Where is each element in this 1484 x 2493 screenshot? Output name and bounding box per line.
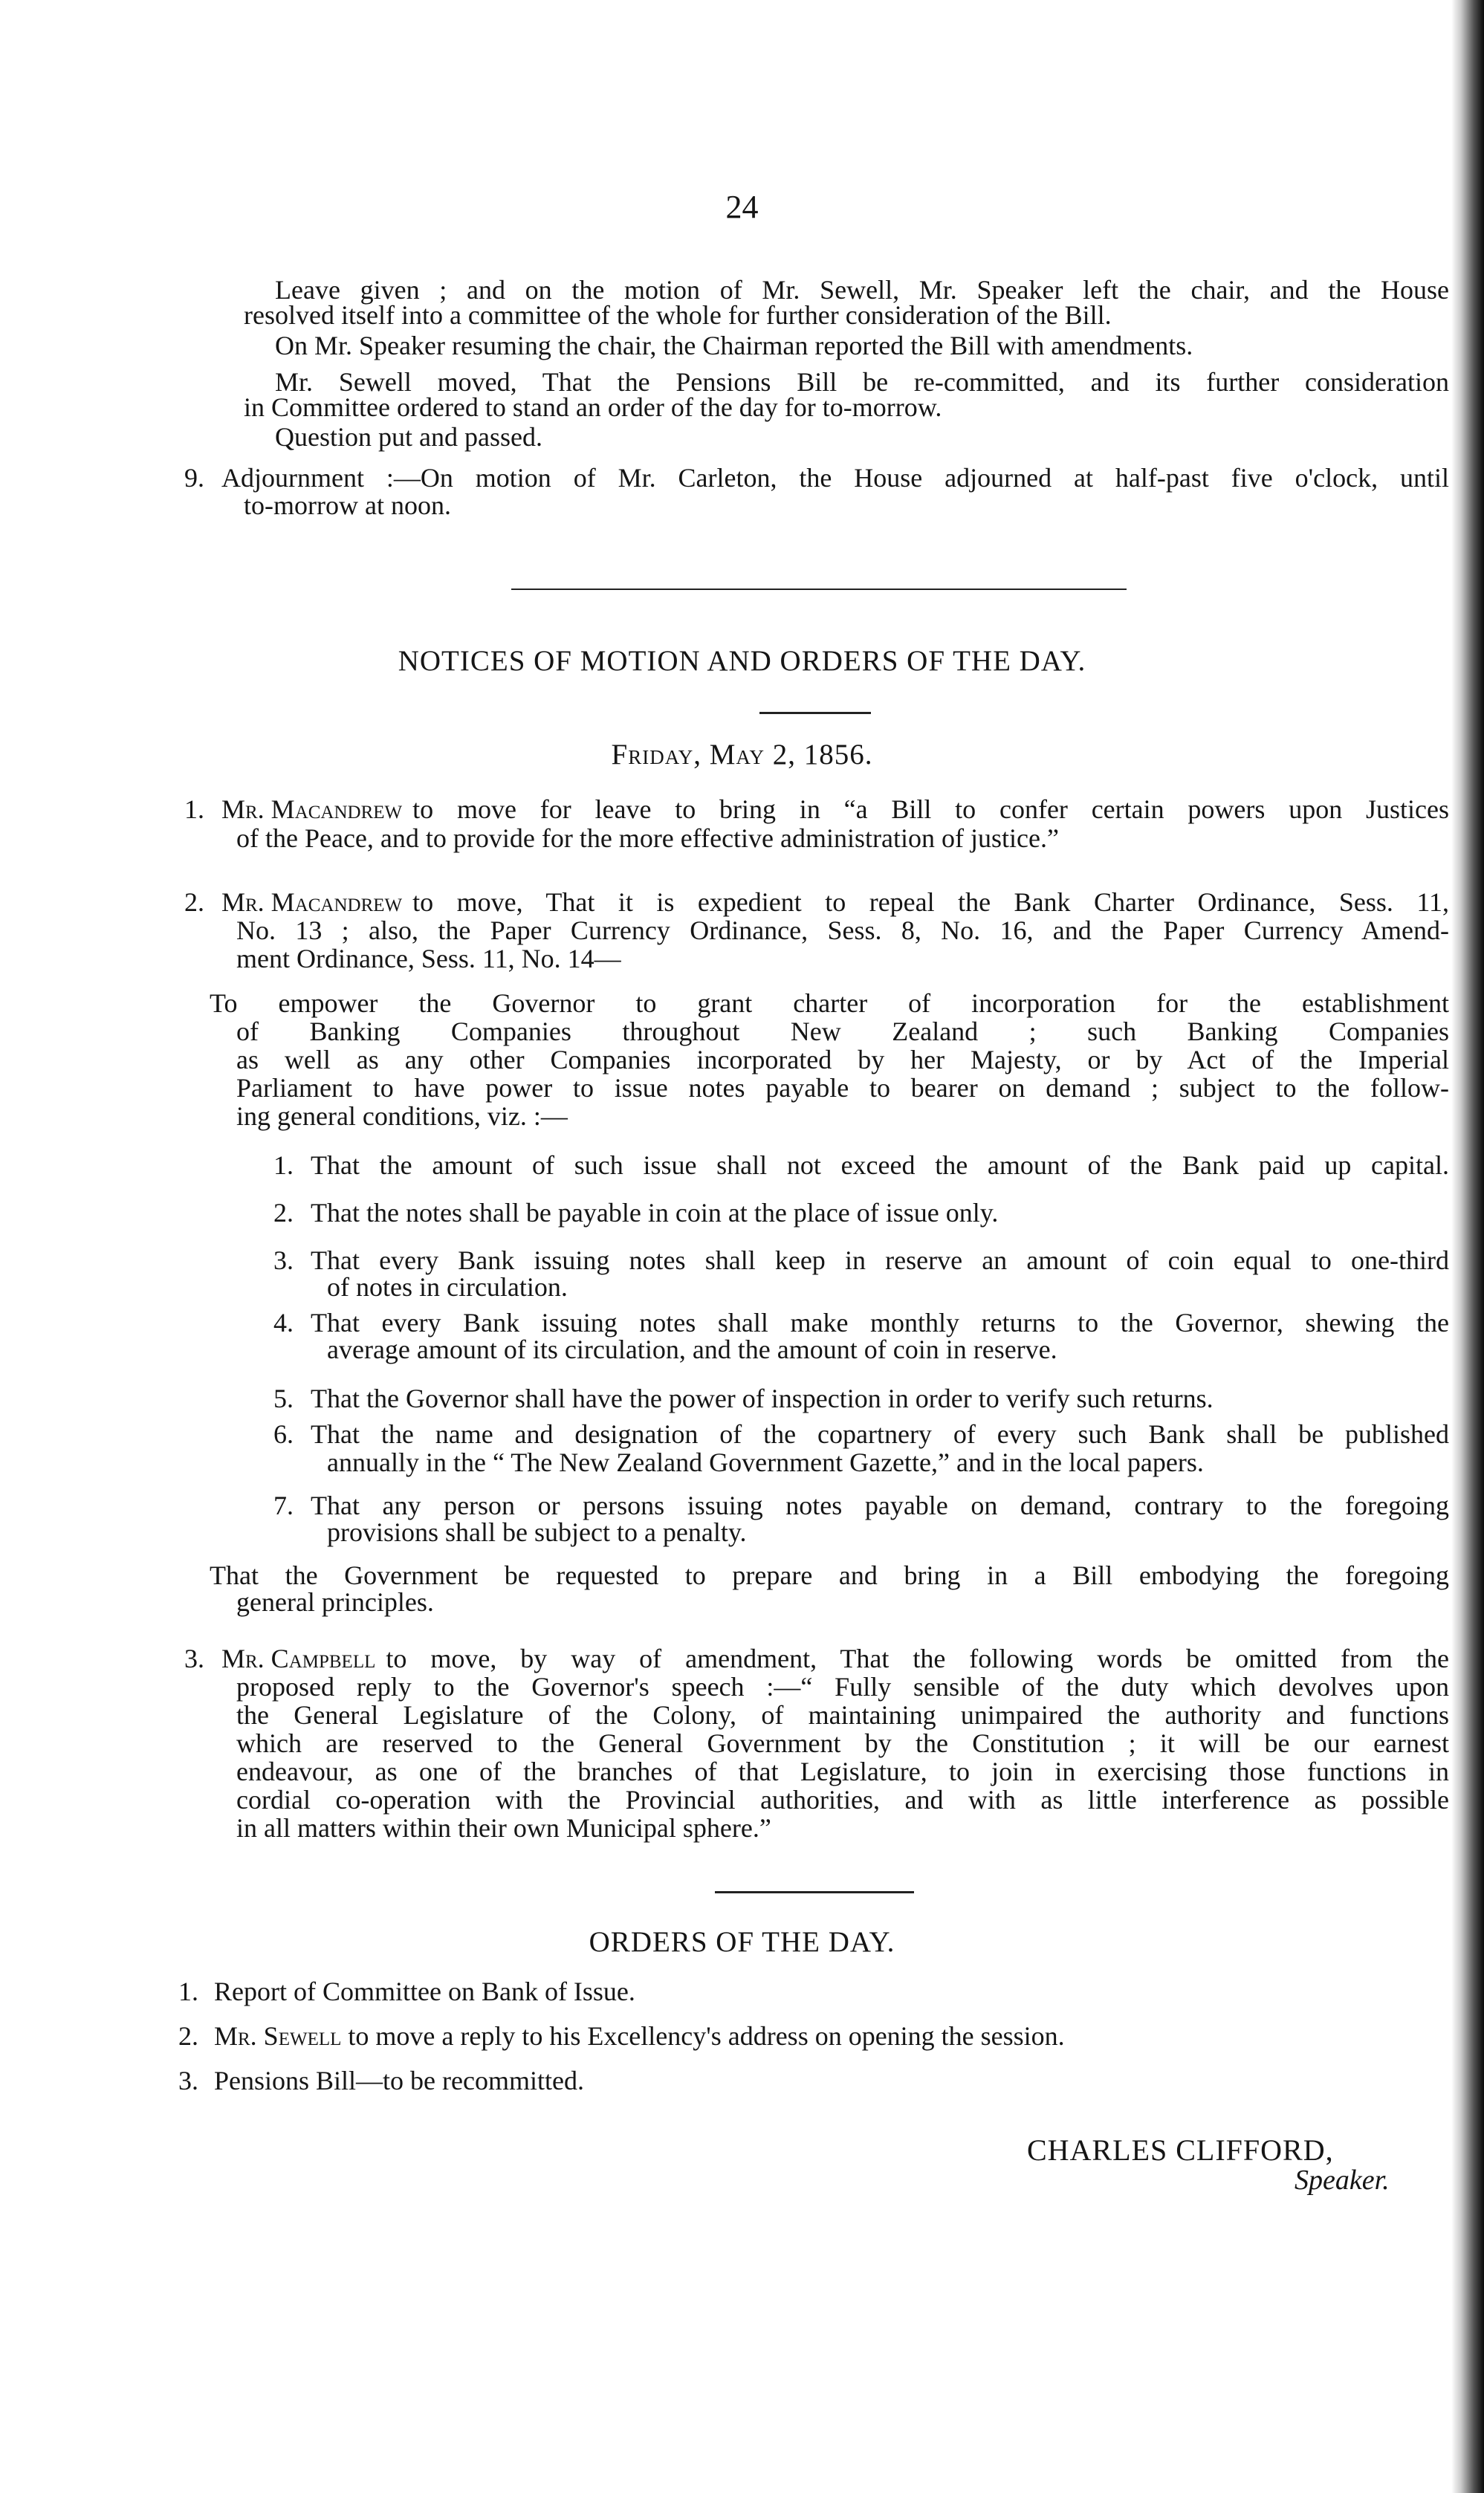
notice-2-sub-line-3: as well as any other Companies incorporated by her Majesty, or by Act of the Imperial — [236, 1045, 1449, 1074]
order-2-mover: Mr. Sewell — [214, 2021, 342, 2051]
condition-1-line-1: That the amount of such issue shall not exceed the amount of the Bank paid up capital. — [311, 1150, 1449, 1180]
condition-3-number: 3. — [273, 1245, 294, 1275]
section-divider — [511, 589, 1127, 590]
order-3-text: Pensions Bill—to be recommitted. — [214, 2066, 584, 2095]
notice-3-line-4: which are reserved to the General Government by the Constitution ; it will be our earnest — [236, 1728, 1449, 1758]
order-2-line — [214, 2021, 1065, 2051]
notice-3-mover: Mr. Campbell — [221, 1644, 376, 1673]
notice-2-closing-line-2: general principles. — [236, 1587, 434, 1617]
top-para-3-line-1: Mr. Sewell moved, That the Pensions Bill be re-committed, and its further consideration — [275, 367, 1449, 397]
condition-2-number: 2. — [273, 1198, 294, 1228]
top-para-2: On Mr. Speaker resuming the chair, the Chairman reported the Bill with amendments. — [275, 331, 1193, 360]
orders-divider — [715, 1891, 914, 1893]
item-9-line-2: to-morrow at noon. — [244, 490, 451, 520]
item-9-line-1: Adjournment :—On motion of Mr. Carleton, the House adjourned at half-past five o'clock, until — [221, 463, 1449, 493]
notice-2-number: 2. — [184, 887, 204, 917]
condition-4-number: 4. — [273, 1308, 294, 1338]
notice-1-text: to move for leave to bring in “a Bill to confer certain powers upon Justices — [412, 794, 1449, 824]
condition-2-line-1: That the notes shall be payable in coin at the place of issue only. — [311, 1198, 999, 1228]
condition-3-line-2: of notes in circulation. — [327, 1272, 568, 1302]
notices-date: Friday, May 2, 1856. — [611, 739, 873, 771]
item-9-number: 9. — [184, 463, 204, 493]
condition-6-number: 6. — [273, 1419, 294, 1449]
notice-3-line-1 — [221, 1644, 1449, 1673]
notice-2-text: to move, That it is expedient to repeal the Bank Charter Ordinance, Sess. 11, — [412, 887, 1449, 917]
condition-4-line-1: That every Bank issuing notes shall make monthly returns to the Governor, shewing the — [311, 1308, 1449, 1338]
scan-edge-shadow — [1451, 0, 1484, 2493]
signature-title: Speaker. — [1295, 2165, 1390, 2196]
notice-3-line-6: cordial co-operation with the Provincial authorities, and with as little interference as possible — [236, 1785, 1449, 1815]
notice-2-line-2: No. 13 ; also, the Paper Currency Ordinance, Sess. 8, No. 16, and the Paper Currency Amend- — [236, 915, 1449, 945]
notice-3-line-5: endeavour, as one of the branches of that Legislature, to join in exercising those functions in — [236, 1757, 1449, 1786]
order-1-number: 1. — [178, 1977, 198, 2006]
orders-heading: ORDERS OF THE DAY. — [589, 1926, 895, 1958]
notice-1-line-1 — [221, 794, 1449, 824]
condition-7-line-1: That any person or persons issuing notes payable on demand, contrary to the foregoing — [311, 1491, 1449, 1520]
notice-1-mover: Mr. Macandrew — [221, 794, 403, 824]
top-para-4: Question put and passed. — [275, 422, 542, 452]
condition-7-line-2: provisions shall be subject to a penalty. — [327, 1517, 747, 1547]
condition-5-number: 5. — [273, 1384, 294, 1413]
order-2-text: to move a reply to his Excellency's address on opening the session. — [348, 2021, 1065, 2051]
signature-name: CHARLES CLIFFORD, — [1027, 2133, 1334, 2167]
notice-2-line-3: ment Ordinance, Sess. 11, No. 14— — [236, 944, 621, 973]
order-1-text: Report of Committee on Bank of Issue. — [214, 1977, 635, 2006]
notice-2-sub-line-1: To empower the Governor to grant charter of incorporation for the establishment — [210, 988, 1449, 1018]
condition-1-number: 1. — [273, 1150, 294, 1180]
condition-6-line-1: That the name and designation of the copartnery of every such Bank shall be published — [311, 1419, 1449, 1449]
notice-2-closing-line-1: That the Government be requested to prepare and bring in a Bill embodying the foregoing — [210, 1560, 1449, 1590]
condition-4-line-2: average amount of its circulation, and the amount of coin in reserve. — [327, 1335, 1057, 1364]
notice-2-line-1 — [221, 887, 1449, 917]
notice-3-text: to move, by way of amendment, That the following words be omitted from the — [386, 1644, 1449, 1673]
order-2-number: 2. — [178, 2021, 198, 2051]
condition-3-line-1: That every Bank issuing notes shall keep in reserve an amount of coin equal to one-third — [311, 1245, 1449, 1275]
condition-6-line-2: annually in the “ The New Zealand Government Gazette,” and in the local papers. — [327, 1448, 1204, 1477]
top-para-1-line-2: resolved itself into a committee of the whole for further consideration of the Bill. — [244, 300, 1112, 330]
notice-3-line-2: proposed reply to the Governor's speech :—“ Fully sensible of the duty which devolves upon — [236, 1672, 1449, 1702]
notice-3-line-7: in all matters within their own Municipal sphere.” — [236, 1813, 771, 1843]
notices-heading: NOTICES OF MOTION AND ORDERS OF THE DAY. — [398, 645, 1086, 677]
condition-7-number: 7. — [273, 1491, 294, 1520]
notice-2-sub-line-4: Parliament to have power to issue notes payable to bearer on demand ; subject to the follow- — [236, 1073, 1449, 1103]
order-3-number: 3. — [178, 2066, 198, 2095]
notice-1-number: 1. — [184, 794, 204, 824]
condition-5-line-1: That the Governor shall have the power of inspection in order to verify such returns. — [311, 1384, 1214, 1413]
notice-2-sub-line-5: ing general conditions, viz. :— — [236, 1101, 568, 1131]
notice-2-sub-line-2: of Banking Companies throughout New Zealand ; such Banking Companies — [236, 1017, 1449, 1046]
notice-3-number: 3. — [184, 1644, 204, 1673]
notices-heading-rule — [759, 712, 871, 714]
top-para-1-line-1: Leave given ; and on the motion of Mr. Sewell, Mr. Speaker left the chair, and the House — [275, 275, 1449, 305]
notice-2-mover: Mr. Macandrew — [221, 887, 403, 917]
notice-3-line-3: the General Legislature of the Colony, of maintaining unimpaired the authority and functions — [236, 1700, 1449, 1730]
notice-1-line-2: of the Peace, and to provide for the more effective administration of justice.” — [236, 823, 1059, 853]
page-number: 24 — [725, 189, 759, 225]
top-para-3-line-2: in Committee ordered to stand an order of the day for to-morrow. — [244, 392, 942, 422]
